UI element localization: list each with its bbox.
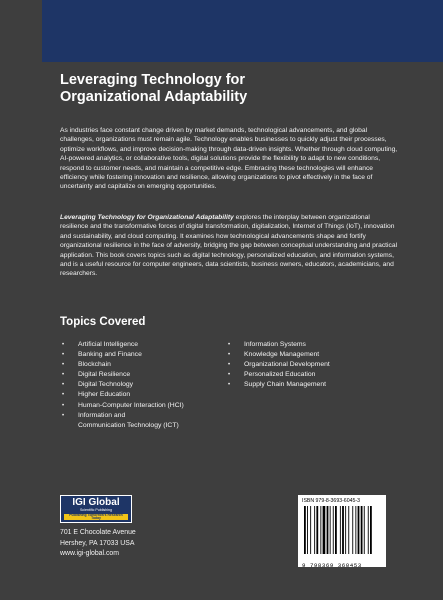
barcode-bar (370, 506, 372, 554)
topics-heading: Topics Covered (60, 316, 146, 328)
barcode-bar (364, 506, 365, 554)
barcode-bar (368, 506, 369, 554)
barcode-bar (345, 506, 346, 554)
barcode-bar (323, 506, 326, 554)
title-line-1: Leveraging Technology for (60, 72, 246, 88)
list-item: • Knowledge Management (228, 350, 388, 360)
bullet-icon: • (228, 382, 231, 389)
barcode-bar (355, 506, 356, 554)
bullet-icon: • (62, 392, 65, 399)
barcode-icon (302, 506, 382, 569)
publisher-address (60, 528, 136, 560)
bullet-icon: • (62, 352, 65, 359)
description-body: explores the interplay between organizational resilience and the transformative forces of digital transformation, digitalization, Internet of Things (IoT), innovation and sustainability, and cloud computing. It examines how technological advancements shape and fortify organizational resilience in the face of adversity, bridging the gap between conceptual understanding and practical application. This book covers topics such as digital technology, personalized education, and information systems, and is a useful resource for computer engineers, data scientists, business owners, educators, academicians, and researchers. (60, 214, 398, 278)
bullet-icon: • (228, 352, 231, 359)
bullet-icon: • (62, 372, 65, 379)
bullet-icon: • (62, 342, 65, 348)
barcode-bar (352, 506, 353, 554)
list-item: • Supply Chain Management (228, 380, 388, 390)
list-item: • Information Systems (228, 340, 388, 350)
book-title (60, 72, 400, 106)
title-line-2: Organizational Adaptability (60, 89, 248, 105)
topics-list-right (228, 340, 388, 390)
barcode-bar (316, 506, 318, 554)
list-item: • Information and Communication Technology (ICT) (62, 411, 179, 429)
topics-list-left (62, 340, 222, 431)
description-book-title: Leveraging Technology for Organizational Adaptability (60, 214, 234, 221)
list-item: • Digital Technology (62, 380, 222, 390)
list-item: • Higher Education (62, 390, 222, 400)
list-item-continuation: Communication Technology (ICT) (78, 421, 179, 429)
address-line-2: Hershey, PA 17033 USA (60, 539, 135, 547)
barcode-bar (320, 506, 321, 554)
barcode-bar (335, 506, 337, 554)
list-item: • Human-Computer Interaction (HCI) (62, 401, 222, 411)
bullet-icon: • (228, 372, 231, 379)
bullet-icon: • (62, 362, 65, 369)
description-paragraph-1: As industries face constant change driven by market demands, technological advancements, and global challenges, organizations must remain agile. Technology enables businesses to quickly adjust their processes, optimize workflows, and improve decision-making through data-driven insights. Whether through cloud computing, AI-powered analytics, or collaborative tools, digital solutions provide the flexibility to adapt to new conditions, respond to customer needs, and maintain a competitive edge. Embracing these technologies will enhance efficiency while fostering innovation and resilience, allowing organizations to pivot effectively in the face of uncertainty and capitalize on emerging opportunities. (60, 127, 398, 191)
top-color-band (42, 0, 443, 62)
barcode-bar (307, 506, 308, 554)
publisher-website: www.igi-global.com (60, 550, 119, 557)
list-item: • Organizational Development (228, 360, 388, 370)
bullet-icon: • (228, 362, 231, 369)
barcode-bar (330, 506, 331, 554)
bullet-icon: • (62, 402, 65, 409)
barcode-digits: 9 798369 360453 (302, 562, 362, 569)
isbn-label: ISBN 979-8-3693-6045-3 (302, 498, 360, 504)
bullet-icon: • (62, 382, 65, 389)
logo-name: IGI Global (72, 497, 120, 508)
list-item: • Banking and Finance (62, 350, 222, 360)
barcode-bar (314, 506, 315, 554)
barcode-bar (327, 506, 329, 554)
barcode-bar (358, 506, 360, 554)
barcode-bar (348, 506, 349, 554)
list-item: • Personalized Education (228, 370, 388, 380)
barcode-bar (361, 506, 363, 554)
barcode-bar (333, 506, 334, 554)
list-item: • Blockchain (62, 360, 222, 370)
barcode-bar (340, 506, 341, 554)
publisher-logo (60, 495, 132, 523)
barcode-bar (304, 506, 306, 554)
address-line-1: 701 E Chocolate Avenue (60, 529, 136, 536)
barcode-box (298, 495, 386, 567)
description-paragraph-2 (60, 213, 398, 279)
list-item: • Artificial Intelligence (62, 340, 222, 350)
logo-tagline: Publishing Tomorrow's Research Today (64, 514, 128, 521)
barcode-bar (310, 506, 311, 554)
list-item: • Digital Resilience (62, 370, 222, 380)
bullet-icon: • (62, 412, 65, 419)
barcode-bar (342, 506, 344, 554)
bullet-icon: • (228, 342, 231, 348)
logo-subtitle: Scientific Publishing (80, 508, 112, 512)
